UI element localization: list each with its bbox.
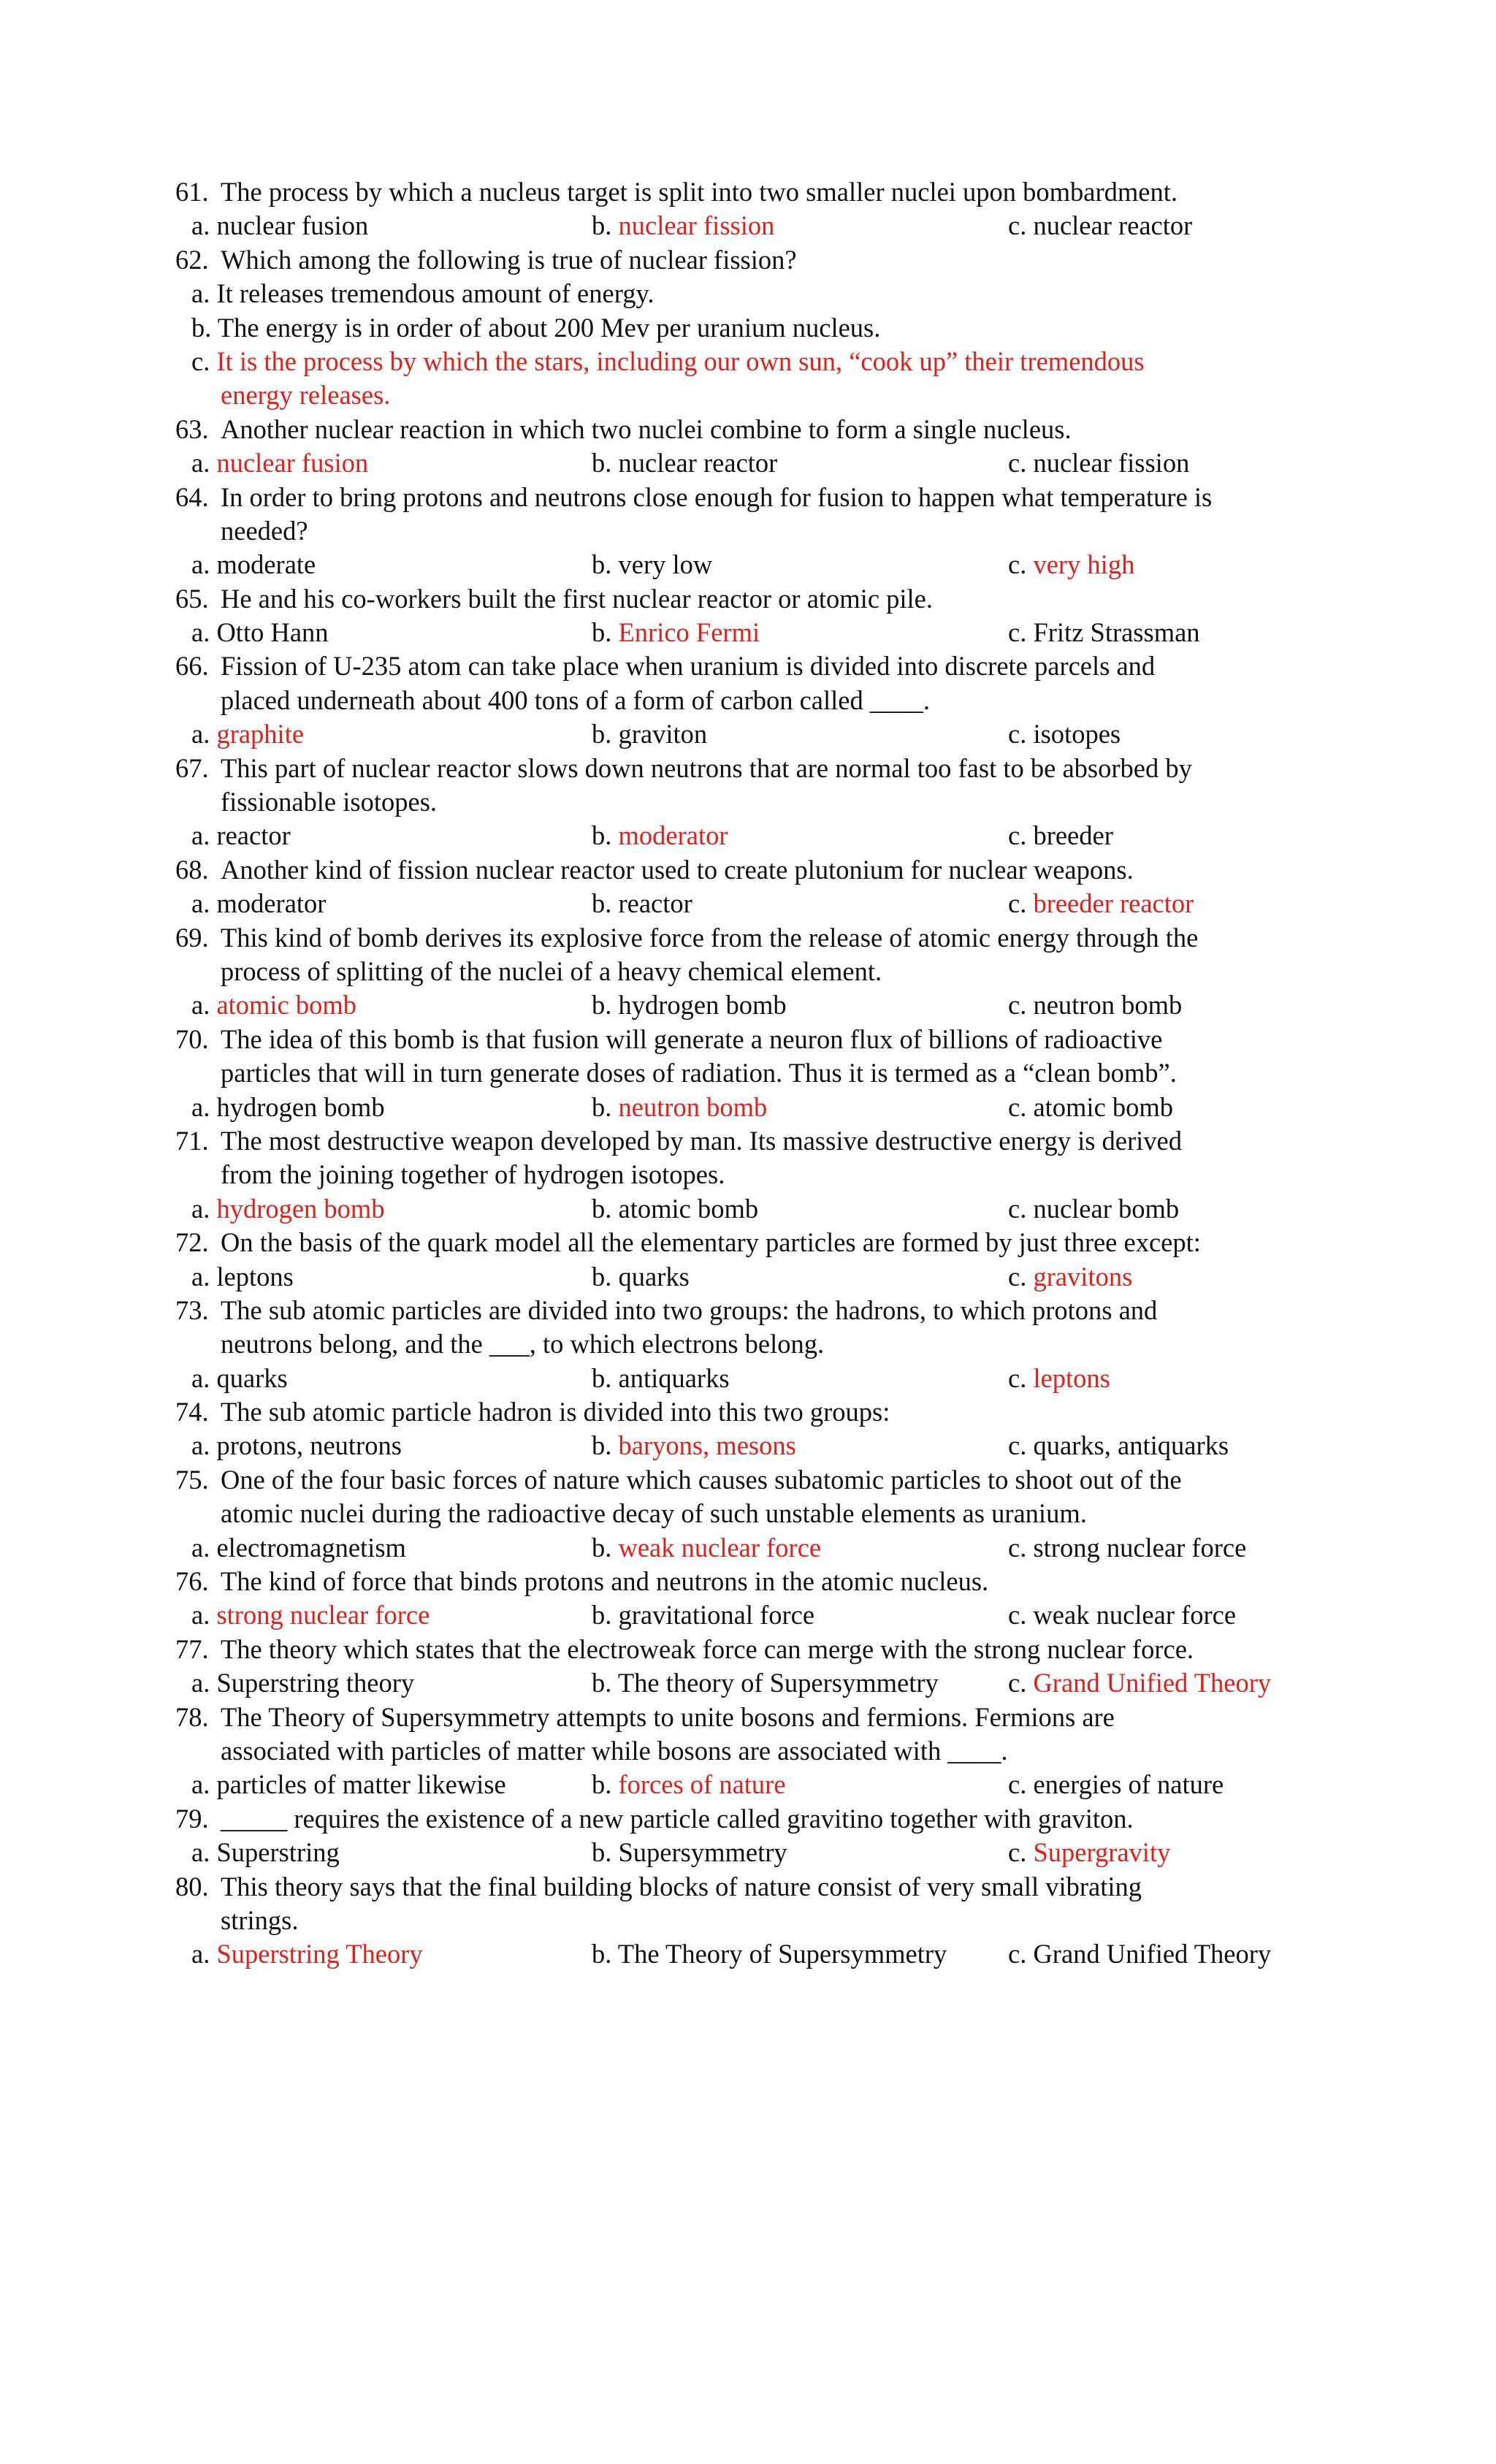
option-text: nuclear reactor xyxy=(1033,210,1193,241)
question-number: 79. xyxy=(175,1803,209,1834)
option-letter: c. xyxy=(1008,888,1034,919)
option-text: particles of matter likewise xyxy=(216,1769,506,1800)
options-row xyxy=(175,1429,1344,1462)
question-text-continued: neutrons belong, and the ___, to which electrons belong. xyxy=(221,1329,825,1359)
option-b xyxy=(592,1666,939,1700)
question-text: Another kind of fission nuclear reactor used to create plutonium for nuclear weapons. xyxy=(221,854,1134,885)
option-letter: c. xyxy=(1008,1261,1034,1292)
option-letter: a. xyxy=(191,1837,217,1868)
option-b xyxy=(592,1362,730,1395)
option-letter: b. xyxy=(592,1532,619,1563)
option-a xyxy=(191,1836,340,1869)
question-line xyxy=(175,1294,1344,1327)
option-a xyxy=(191,1666,414,1700)
option-text: moderator xyxy=(216,888,327,919)
question-line xyxy=(175,1802,1344,1836)
option-text: neutron bomb xyxy=(1033,990,1183,1021)
options-row xyxy=(175,819,1344,853)
option-text: isotopes xyxy=(1033,719,1121,750)
option-text: graviton xyxy=(618,719,708,750)
option-a xyxy=(191,616,329,649)
question-number: 66. xyxy=(175,651,209,682)
options-row xyxy=(175,887,1344,920)
option-letter: b. xyxy=(592,1668,618,1698)
option-b xyxy=(592,1192,758,1226)
option-letter: b. xyxy=(592,1261,619,1292)
options-row xyxy=(175,1666,1344,1700)
question-line-continued xyxy=(175,1056,1344,1090)
option-b xyxy=(592,1260,690,1294)
option-letter: a. xyxy=(191,719,217,750)
question-number: 71. xyxy=(175,1125,209,1156)
question-text-continued: placed underneath about 400 tons of a form of carbon called ____. xyxy=(221,684,930,715)
option-letter: a. xyxy=(191,278,217,309)
question-text: The most destructive weapon developed by man. Its massive destructive energy is derived xyxy=(221,1125,1182,1156)
option-text: reactor xyxy=(618,888,692,919)
stacked-option-line xyxy=(175,311,1344,345)
question-list xyxy=(175,175,1344,1972)
option-text: leptons xyxy=(216,1261,294,1292)
option-letter: a. xyxy=(191,1193,217,1224)
question-number: 64. xyxy=(175,481,209,512)
question-text: In order to bring protons and neutrons close enough for fusion to happen what temperature is xyxy=(221,481,1213,512)
option-letter: b. xyxy=(592,990,619,1021)
question-line xyxy=(175,1870,1344,1904)
option-text: Supersymmetry xyxy=(618,1837,787,1868)
option-letter: b. xyxy=(592,1837,619,1868)
question-number: 70. xyxy=(175,1023,209,1054)
question-line xyxy=(175,582,1344,616)
option-b xyxy=(592,1836,787,1869)
question-text-continued: needed? xyxy=(221,515,308,546)
question-text: The idea of this bomb is that fusion will generate a neuron flux of billions of radioactive xyxy=(221,1023,1163,1054)
question-line-continued xyxy=(175,1904,1344,1937)
question-text-continued: strings. xyxy=(221,1904,299,1935)
option-text: moderator xyxy=(618,820,728,851)
question-text: One of the four basic forces of nature which causes subatomic particles to shoot out of the xyxy=(221,1464,1182,1495)
option-a xyxy=(191,209,368,243)
option-letter: c. xyxy=(1008,719,1034,750)
option-a xyxy=(191,548,316,581)
question-text-continued: particles that will in turn generate doses of radiation. Thus it is termed as a “clean bomb”. xyxy=(221,1058,1177,1088)
option-a xyxy=(191,819,291,853)
question-line-continued xyxy=(175,1734,1344,1768)
option-letter: b. xyxy=(191,312,218,343)
options-row xyxy=(175,1192,1344,1226)
option-text: nuclear fission xyxy=(618,210,775,241)
question-line-continued xyxy=(175,1497,1344,1530)
option-a-correct xyxy=(191,1192,385,1226)
question-line-continued xyxy=(175,955,1344,988)
option-letter: c. xyxy=(1008,617,1034,648)
option-text-continued: energy releases. xyxy=(221,380,391,411)
option-a xyxy=(191,1768,506,1801)
question-text-continued: atomic nuclei during the radioactive decay of such unstable elements as uranium. xyxy=(221,1498,1087,1529)
option-letter: b. xyxy=(592,1430,619,1461)
question-number: 73. xyxy=(175,1294,209,1325)
option-text: quarks, antiquarks xyxy=(1033,1430,1229,1461)
option-a xyxy=(191,1260,294,1294)
options-row xyxy=(175,1598,1344,1632)
options-row xyxy=(175,1531,1344,1565)
stacked-option-line xyxy=(175,345,1344,378)
question-line xyxy=(175,752,1344,785)
option-letter: a. xyxy=(191,617,217,648)
option-b-correct xyxy=(592,209,774,243)
option-letter: a. xyxy=(191,888,217,919)
option-c xyxy=(1008,717,1121,751)
option-text: breeder reactor xyxy=(1033,888,1194,919)
option-letter: a. xyxy=(191,820,217,851)
option-text: nuclear bomb xyxy=(1033,1193,1180,1224)
option-letter: c. xyxy=(1008,1532,1034,1563)
option-c xyxy=(1008,1531,1246,1565)
options-row xyxy=(175,548,1344,581)
option-letter: b. xyxy=(592,1362,619,1393)
option-text: forces of nature xyxy=(618,1769,786,1800)
options-row xyxy=(175,616,1344,649)
question-text: On the basis of the quark model all the elementary particles are formed by just three except: xyxy=(221,1227,1201,1258)
option-text: quarks xyxy=(216,1362,288,1393)
option-letter: b. xyxy=(592,210,619,241)
option-letter: b. xyxy=(592,1091,619,1122)
option-letter: c. xyxy=(1008,1939,1034,1969)
option-c-correct xyxy=(1008,887,1194,920)
option-letter: a. xyxy=(191,1532,217,1563)
option-text: The theory of Supersymmetry xyxy=(617,1668,939,1698)
option-c xyxy=(1008,1091,1173,1124)
option-c xyxy=(1008,1768,1224,1801)
option-text: Superstring theory xyxy=(216,1668,415,1698)
option-b xyxy=(592,1937,947,1971)
question-number: 78. xyxy=(175,1701,209,1732)
option-letter: b. xyxy=(592,1193,619,1224)
option-text: Supergravity xyxy=(1033,1837,1171,1868)
question-line xyxy=(175,1124,1344,1158)
option-text: nuclear reactor xyxy=(618,448,778,478)
option-text: energies of nature xyxy=(1033,1769,1224,1800)
option-letter: a. xyxy=(191,1261,217,1292)
question-number: 61. xyxy=(175,177,209,207)
question-line-continued xyxy=(175,514,1344,548)
option-letter: c. xyxy=(1008,990,1034,1021)
option-text: strong nuclear force xyxy=(1033,1532,1247,1563)
options-row xyxy=(175,1260,1344,1294)
option-text: electromagnetism xyxy=(216,1532,406,1563)
option-letter: c. xyxy=(1008,1193,1034,1224)
option-b-correct xyxy=(592,616,760,649)
option-c xyxy=(1008,1937,1271,1971)
question-text-continued: from the joining together of hydrogen isotopes. xyxy=(221,1159,725,1190)
option-letter: c. xyxy=(191,346,217,376)
option-b xyxy=(592,1598,814,1632)
question-text-continued: process of splitting of the nuclei of a heavy chemical element. xyxy=(221,956,882,986)
question-line-continued xyxy=(175,1158,1344,1191)
option-a-correct xyxy=(191,988,356,1022)
option-c xyxy=(1008,209,1192,243)
option-text: Superstring Theory xyxy=(216,1939,423,1969)
options-row xyxy=(175,1768,1344,1801)
option-text: gravitons xyxy=(1033,1261,1133,1292)
options-row xyxy=(175,717,1344,751)
option-b-correct xyxy=(592,1531,821,1565)
option-b xyxy=(592,887,692,920)
option-c-correct xyxy=(1008,1362,1110,1395)
option-text: reactor xyxy=(216,820,291,851)
option-a xyxy=(191,887,326,920)
option-c xyxy=(1008,1598,1236,1632)
option-text: hydrogen bomb xyxy=(618,990,787,1021)
options-row xyxy=(175,1091,1344,1124)
option-text: very low xyxy=(618,549,713,580)
option-c-correct xyxy=(191,345,1145,378)
option-text: Grand Unified Theory xyxy=(1033,1939,1272,1969)
stacked-option-line xyxy=(175,378,1344,412)
option-letter: c. xyxy=(1008,820,1034,851)
question-line xyxy=(175,1395,1344,1429)
option-letter: b. xyxy=(592,820,619,851)
option-text: graphite xyxy=(216,719,305,750)
question-line xyxy=(175,649,1344,683)
question-number: 68. xyxy=(175,854,209,885)
question-number: 63. xyxy=(175,413,209,444)
options-row xyxy=(175,1362,1344,1395)
question-line xyxy=(175,1226,1344,1259)
option-text: protons, neutrons xyxy=(216,1430,402,1461)
question-line xyxy=(175,1633,1344,1666)
option-text: very high xyxy=(1033,549,1135,580)
option-text: breeder xyxy=(1033,820,1113,851)
question-number: 69. xyxy=(175,922,209,953)
question-text: The sub atomic particle hadron is divided into this two groups: xyxy=(221,1397,890,1427)
question-text: He and his co-workers built the first nuclear reactor or atomic pile. xyxy=(221,583,934,614)
option-a xyxy=(191,1531,406,1565)
question-number: 80. xyxy=(175,1871,209,1902)
options-row xyxy=(175,1937,1344,1971)
question-number: 62. xyxy=(175,244,209,275)
option-letter: a. xyxy=(191,1939,217,1969)
option-b-correct xyxy=(592,1768,786,1801)
option-text: weak nuclear force xyxy=(618,1532,822,1563)
option-c xyxy=(1008,988,1182,1022)
option-a xyxy=(191,1091,385,1124)
question-line xyxy=(175,1701,1344,1734)
question-text: The Theory of Supersymmetry attempts to unite bosons and fermions. Fermions are xyxy=(221,1701,1115,1732)
option-a-correct xyxy=(191,717,304,751)
option-text: strong nuclear force xyxy=(216,1600,430,1630)
question-text-continued: associated with particles of matter while bosons are associated with ____. xyxy=(221,1735,1008,1766)
option-letter: b. xyxy=(592,719,619,750)
option-text: atomic bomb xyxy=(1033,1091,1174,1122)
option-text: weak nuclear force xyxy=(1033,1600,1237,1630)
option-letter: a. xyxy=(191,1091,217,1122)
option-letter: a. xyxy=(191,549,217,580)
option-b xyxy=(592,548,712,581)
option-a xyxy=(191,277,654,310)
option-c xyxy=(1008,446,1189,480)
options-row xyxy=(175,209,1344,243)
option-b-correct xyxy=(592,819,728,853)
option-letter: c. xyxy=(1008,1362,1034,1393)
question-text: Fission of U-235 atom can take place when uranium is divided into discrete parcels and xyxy=(221,651,1156,682)
option-letter: b. xyxy=(592,1600,619,1630)
question-line-continued xyxy=(175,684,1344,717)
question-text: This kind of bomb derives its explosive force from the release of atomic energy through the xyxy=(221,922,1199,953)
option-text: baryons, mesons xyxy=(618,1430,796,1461)
option-text: It releases tremendous amount of energy. xyxy=(216,278,654,309)
option-letter: c. xyxy=(1008,1668,1034,1698)
option-text: The energy is in order of about 200 Mev per uranium nucleus. xyxy=(217,312,881,343)
option-a xyxy=(191,1362,288,1395)
option-text: Enrico Fermi xyxy=(618,617,760,648)
option-a-correct xyxy=(191,446,368,480)
question-text: The theory which states that the electroweak force can merge with the strong nuclear force. xyxy=(221,1633,1194,1664)
question-text: This part of nuclear reactor slows down neutrons that are normal too fast to be absorbed by xyxy=(221,752,1192,783)
option-letter: b. xyxy=(592,617,619,648)
question-text: _____ requires the existence of a new particle called gravitino together with graviton. xyxy=(221,1803,1134,1834)
option-letter: b. xyxy=(592,1769,619,1800)
option-letter: c. xyxy=(1008,448,1034,478)
question-line-continued xyxy=(175,785,1344,819)
option-text: antiquarks xyxy=(618,1362,730,1393)
stacked-option-line xyxy=(175,277,1344,310)
option-a xyxy=(191,1429,402,1462)
option-text: atomic bomb xyxy=(618,1193,759,1224)
question-number: 75. xyxy=(175,1464,209,1495)
option-letter: c. xyxy=(1008,210,1034,241)
option-text: quarks xyxy=(618,1261,690,1292)
option-b xyxy=(592,717,707,751)
option-text: neutron bomb xyxy=(618,1091,768,1122)
option-letter: a. xyxy=(191,990,217,1021)
option-letter: a. xyxy=(191,448,217,478)
question-line-continued xyxy=(175,1327,1344,1361)
option-text: Otto Hann xyxy=(216,617,329,648)
option-text: hydrogen bomb xyxy=(216,1193,385,1224)
question-number: 77. xyxy=(175,1633,209,1664)
option-letter: a. xyxy=(191,210,217,241)
option-letter: c. xyxy=(1008,1091,1034,1122)
question-line xyxy=(175,481,1344,514)
option-text: nuclear fusion xyxy=(216,210,369,241)
question-line xyxy=(175,1565,1344,1598)
option-a-correct xyxy=(191,1598,430,1632)
option-b xyxy=(191,311,880,345)
question-line xyxy=(175,243,1344,277)
question-text: Another nuclear reaction in which two nuclei combine to form a single nucleus. xyxy=(221,413,1072,444)
option-text: moderate xyxy=(216,549,316,580)
option-a-correct xyxy=(191,1937,423,1971)
question-line xyxy=(175,853,1344,887)
option-text: Superstring xyxy=(216,1837,340,1868)
option-c-correct xyxy=(1008,1260,1132,1294)
option-text: gravitational force xyxy=(618,1600,815,1630)
question-number: 76. xyxy=(175,1566,209,1597)
question-text: Which among the following is true of nuclear fission? xyxy=(221,244,797,275)
question-text: The kind of force that binds protons and neutrons in the atomic nucleus. xyxy=(221,1566,989,1597)
option-b-correct xyxy=(592,1429,796,1462)
option-letter: a. xyxy=(191,1362,217,1393)
option-c xyxy=(1008,616,1200,649)
question-line xyxy=(175,1023,1344,1056)
option-c xyxy=(1008,1429,1229,1462)
option-text: Fritz Strassman xyxy=(1033,617,1200,648)
question-number: 72. xyxy=(175,1227,209,1258)
option-text: nuclear fission xyxy=(1033,448,1190,478)
option-c-correct xyxy=(1008,1836,1170,1869)
option-letter: a. xyxy=(191,1769,217,1800)
question-text-continued: fissionable isotopes. xyxy=(221,787,438,817)
option-text: Grand Unified Theory xyxy=(1033,1668,1272,1698)
option-b xyxy=(592,988,787,1022)
options-row xyxy=(175,446,1344,480)
option-b-correct xyxy=(592,1091,767,1124)
option-letter: b. xyxy=(592,1939,618,1969)
option-letter: c. xyxy=(1008,549,1034,580)
option-letter: c. xyxy=(1008,1769,1034,1800)
option-letter: a. xyxy=(191,1668,217,1698)
question-line xyxy=(175,1463,1344,1497)
option-letter: a. xyxy=(191,1600,217,1630)
option-c xyxy=(1008,819,1113,853)
question-number: 65. xyxy=(175,583,209,614)
option-letter: b. xyxy=(592,888,619,919)
question-text: The process by which a nucleus target is split into two smaller nuclei upon bombardment. xyxy=(221,177,1178,207)
option-letter: a. xyxy=(191,1430,217,1461)
question-text: The sub atomic particles are divided into two groups: the hadrons, to which protons and xyxy=(221,1294,1158,1325)
question-text: This theory says that the final building blocks of nature consist of very small vibrating xyxy=(221,1871,1142,1902)
option-c xyxy=(1008,1192,1179,1226)
question-line xyxy=(175,921,1344,955)
option-c-correct xyxy=(1008,548,1134,581)
options-row xyxy=(175,1836,1344,1869)
question-line xyxy=(175,413,1344,446)
option-text: nuclear fusion xyxy=(216,448,369,478)
option-text: atomic bomb xyxy=(216,990,357,1021)
option-letter: c. xyxy=(1008,1600,1034,1630)
option-text: hydrogen bomb xyxy=(216,1091,385,1122)
question-number: 67. xyxy=(175,752,209,783)
option-letter: b. xyxy=(592,549,619,580)
option-text: It is the process by which the stars, including our own sun, “cook up” their tremendous xyxy=(216,346,1145,376)
question-number: 74. xyxy=(175,1397,209,1427)
option-b xyxy=(592,446,777,480)
option-letter: b. xyxy=(592,448,619,478)
option-c-correct xyxy=(1008,1666,1271,1700)
options-row xyxy=(175,988,1344,1022)
option-letter: c. xyxy=(1008,1430,1034,1461)
question-line xyxy=(175,175,1344,209)
option-text: The Theory of Supersymmetry xyxy=(617,1939,947,1969)
option-letter: c. xyxy=(1008,1837,1034,1868)
option-text: leptons xyxy=(1033,1362,1110,1393)
